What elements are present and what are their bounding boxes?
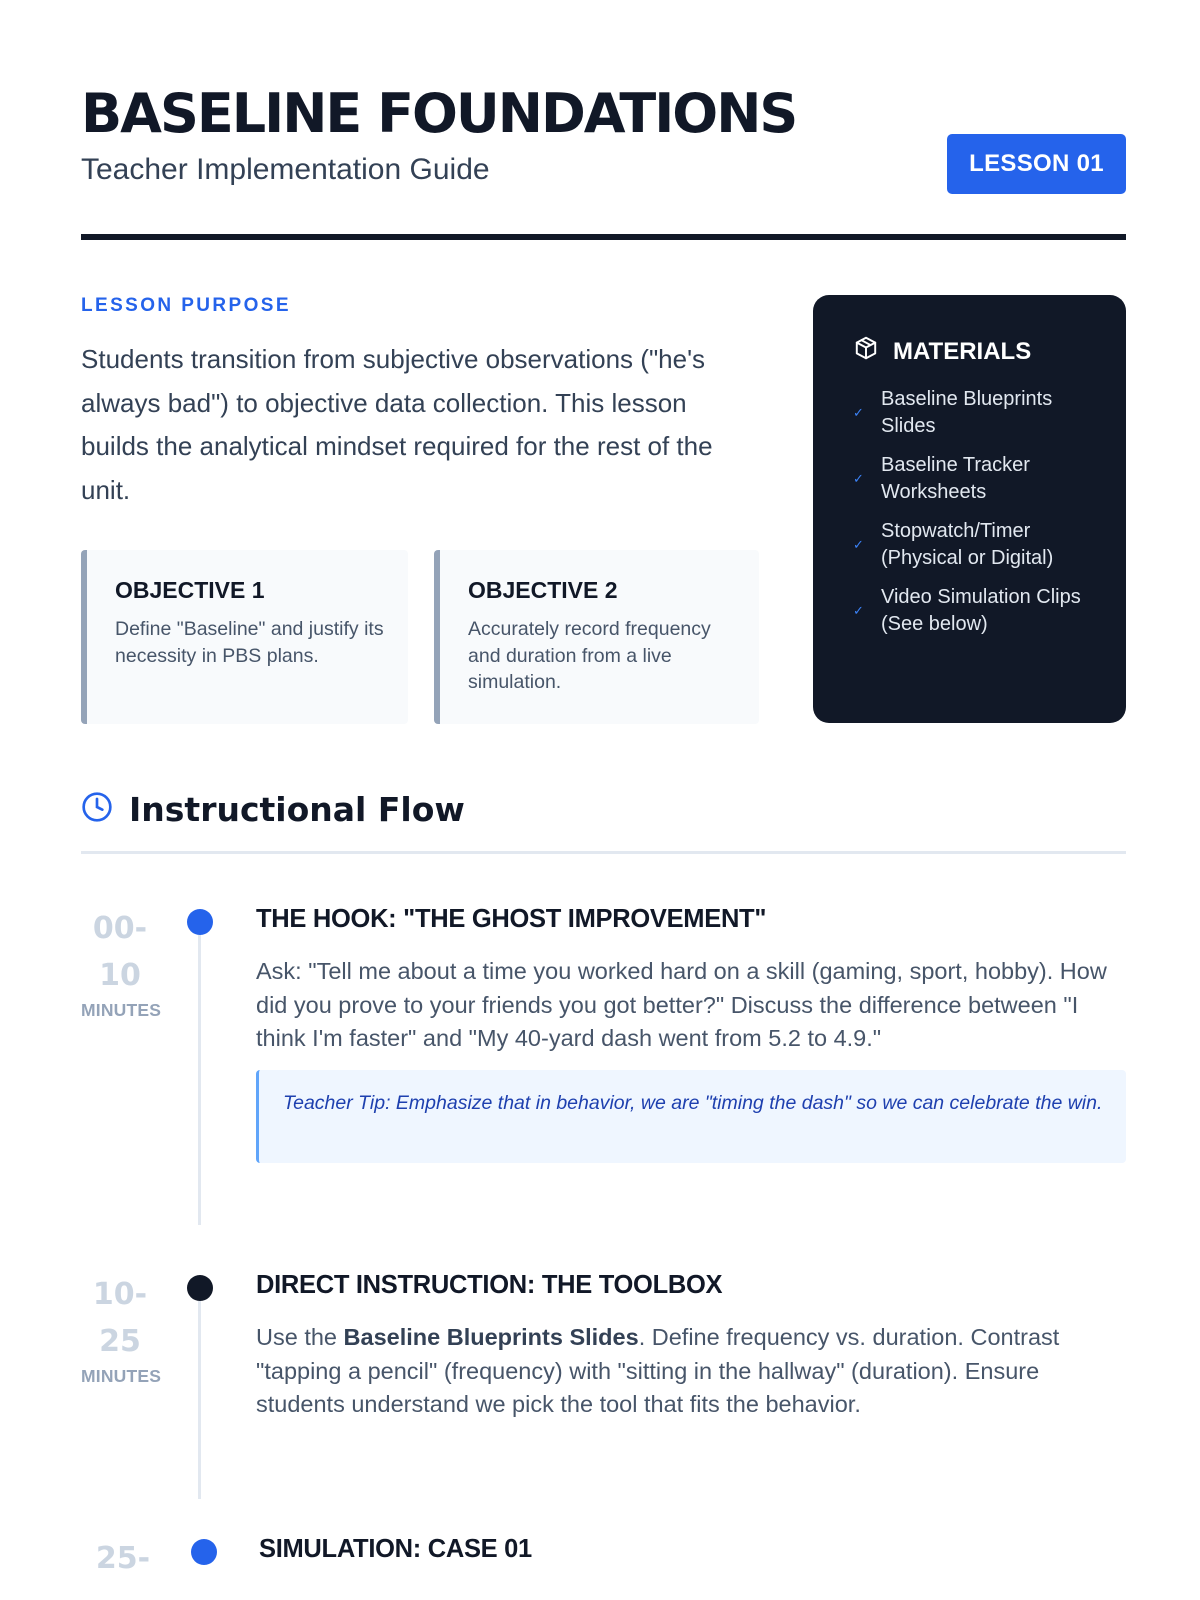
step-time bbox=[84, 1535, 162, 1582]
time-end: 25 bbox=[99, 1324, 141, 1359]
timeline-line bbox=[198, 935, 201, 1225]
page-title: BASELINE FOUNDATIONS bbox=[81, 82, 797, 145]
objective-card bbox=[434, 550, 759, 724]
time-unit: MINUTES bbox=[81, 1366, 162, 1386]
timeline-dot bbox=[187, 909, 213, 935]
material-item bbox=[853, 518, 1126, 571]
page-subtitle: Teacher Implementation Guide bbox=[81, 153, 490, 186]
step-text: Ask: "Tell me about a time you worked hard on a skill (gaming, sport, hobby). How did you prove to your friends you got better?" Discuss the difference between "I think I'm faster" and "My 40-yard dash went from 5.2 to 4.9." bbox=[256, 958, 1107, 1051]
step-title: SIMULATION: CASE 01 bbox=[259, 1535, 532, 1563]
lesson-badge: LESSON 01 bbox=[947, 134, 1126, 194]
time-unit: MINUTES bbox=[81, 1000, 162, 1020]
material-label: Baseline Blueprints Slides bbox=[881, 388, 1053, 437]
objective-card bbox=[81, 550, 408, 724]
materials-title: MATERIALS bbox=[893, 337, 1032, 365]
check-icon: ✓ bbox=[853, 404, 864, 420]
check-icon: ✓ bbox=[853, 470, 864, 486]
time-end: 10 bbox=[99, 958, 141, 993]
lesson-guide-page bbox=[81, 0, 1126, 1600]
material-label: Stopwatch/Timer (Physical or Digital) bbox=[881, 520, 1054, 569]
check-icon: ✓ bbox=[853, 602, 864, 618]
materials-panel bbox=[813, 295, 1126, 723]
timeline-line bbox=[198, 1301, 201, 1499]
objective-title: OBJECTIVE 2 bbox=[468, 577, 618, 603]
material-label: Baseline Tracker Worksheets bbox=[881, 454, 1030, 503]
instructional-flow-header bbox=[81, 790, 465, 829]
lesson-purpose-text: Students transition from subjective observations ("he's always bad") to objective data collection. This lesson builds the analytical mindset required for the rest of the unit. bbox=[81, 344, 713, 505]
step-text-part: . Define frequency vs. duration. Contrast "tapping a pencil" (frequency) with "sitting in the hallway" (duration). Ensure students understand we pick the tool that fits the behavior. bbox=[256, 1324, 1060, 1417]
time-start: 25- bbox=[95, 1541, 151, 1576]
step-title: THE HOOK: "THE GHOST IMPROVEMENT" bbox=[256, 905, 767, 933]
materials-header bbox=[853, 335, 1126, 368]
objective-title: OBJECTIVE 1 bbox=[115, 577, 265, 603]
material-item bbox=[853, 584, 1126, 637]
step-text-bold: Baseline Blueprints Slides bbox=[343, 1324, 639, 1350]
timeline-dot bbox=[187, 1275, 213, 1301]
check-icon: ✓ bbox=[853, 536, 864, 552]
material-item bbox=[853, 452, 1126, 505]
step-text-part: Use the bbox=[256, 1324, 344, 1350]
objective-text: Accurately record frequency and duration from a live simulation. bbox=[468, 618, 711, 693]
step-time bbox=[81, 905, 162, 1021]
teacher-tip: Teacher Tip: Emphasize that in behavior, we are "timing the dash" so we can celebrate the win. bbox=[256, 1070, 1126, 1163]
material-item bbox=[853, 386, 1126, 439]
section-title: Instructional Flow bbox=[129, 790, 465, 829]
section-divider bbox=[81, 851, 1126, 854]
step-title: DIRECT INSTRUCTION: THE TOOLBOX bbox=[256, 1271, 723, 1299]
time-start: 00- bbox=[92, 911, 148, 946]
header-divider bbox=[81, 234, 1126, 240]
clock-icon bbox=[81, 791, 113, 828]
lesson-purpose-label: LESSON PURPOSE bbox=[81, 295, 291, 316]
timeline-dot bbox=[191, 1539, 217, 1565]
box-icon bbox=[853, 335, 879, 368]
step-time bbox=[81, 1271, 162, 1387]
time-start: 10- bbox=[92, 1277, 148, 1312]
step-text bbox=[256, 1321, 1111, 1422]
material-label: Video Simulation Clips (See below) bbox=[881, 586, 1081, 635]
objective-text: Define "Baseline" and justify its necessity in PBS plans. bbox=[115, 618, 384, 667]
